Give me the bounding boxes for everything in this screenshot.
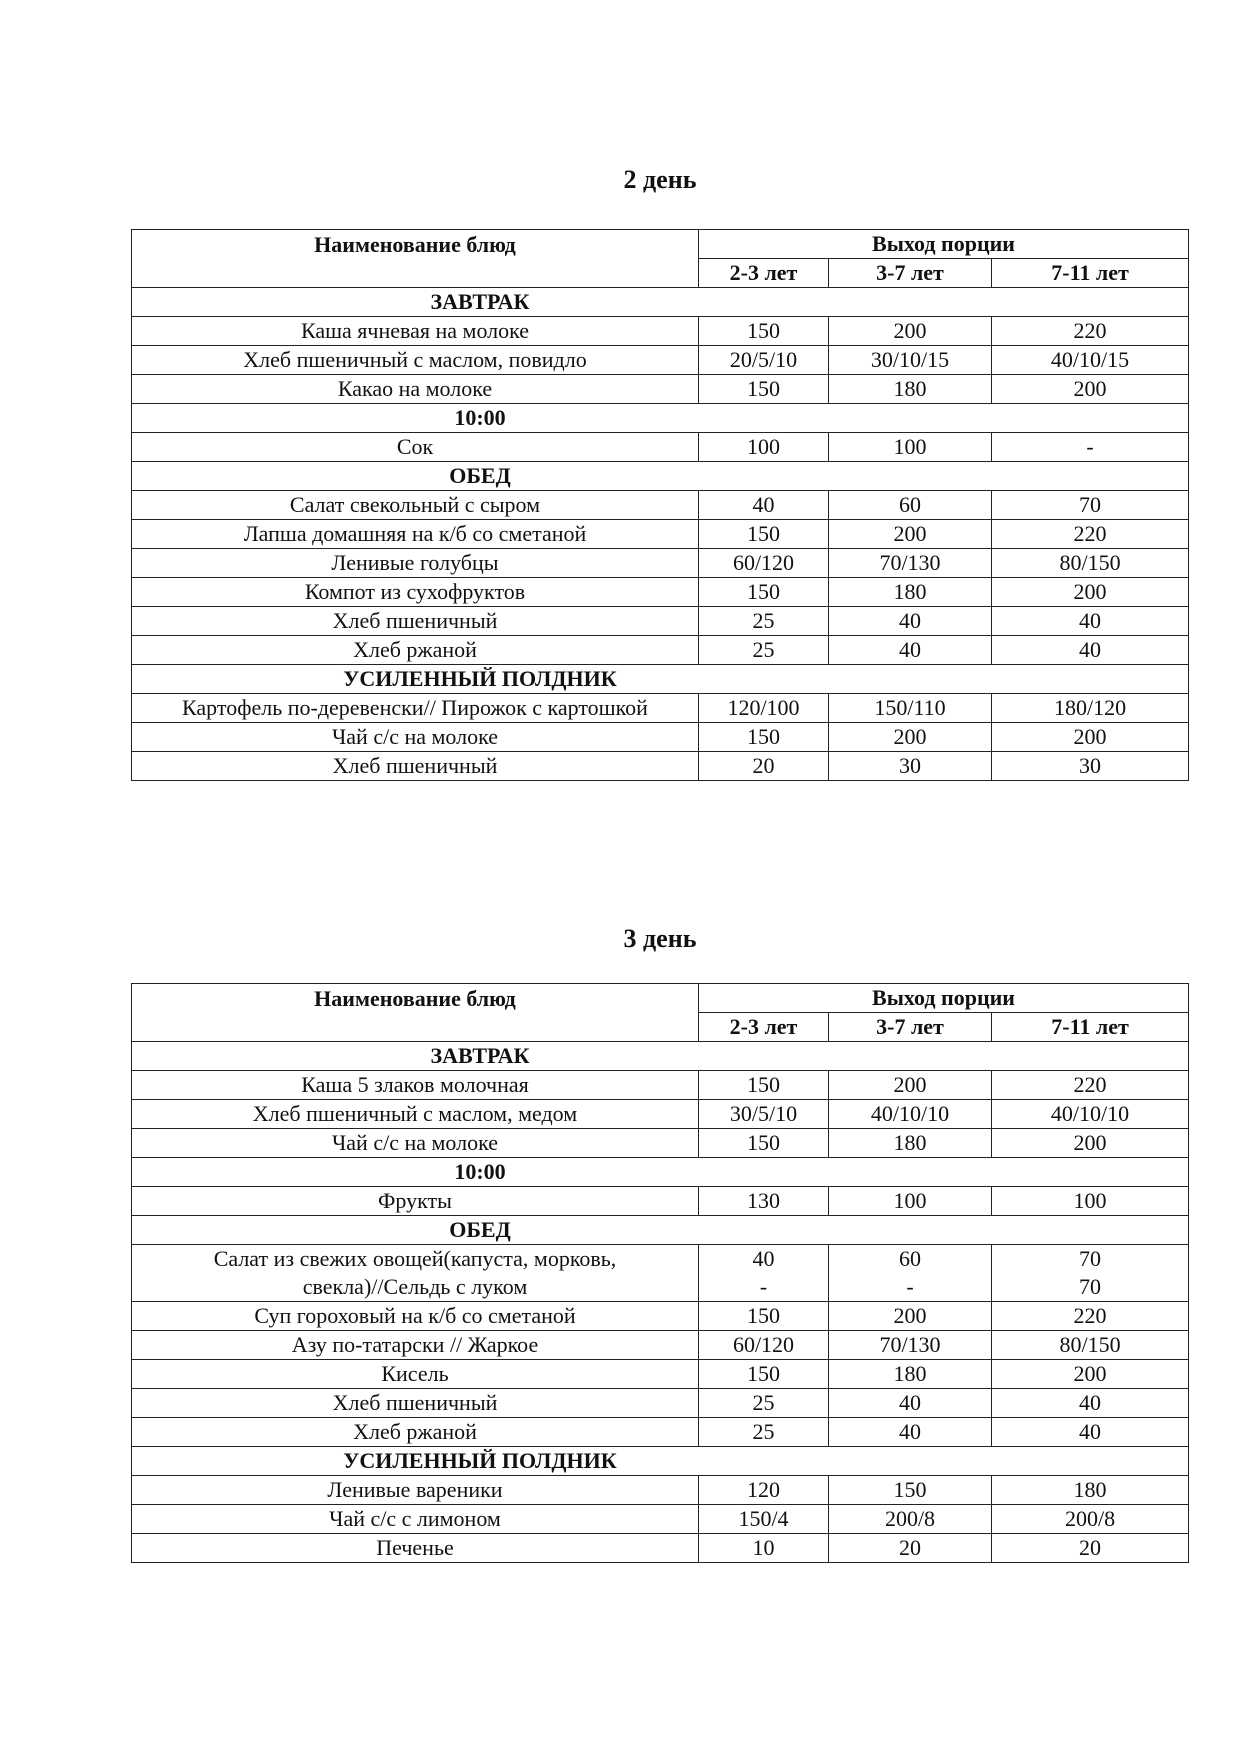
portion-value: 150 [699,723,829,752]
column-header-age: 7-11 лет [992,1013,1189,1042]
portion-value: 70/130 [829,1331,992,1360]
table-row [132,752,1189,781]
table-row [132,1360,1189,1389]
portion-value: 30/5/10 [699,1100,829,1129]
dish-name: Чай с/с на молоке [132,1129,699,1158]
dish-name: Хлеб пшеничный [132,607,699,636]
column-header-age: 3-7 лет [829,1013,992,1042]
dish-name: Чай с/с с лимоном [132,1505,699,1534]
portion-value: 200/8 [829,1505,992,1534]
column-header-age: 2-3 лет [699,259,829,288]
portion-value: 40 [992,607,1189,636]
portion-value: 200/8 [992,1505,1189,1534]
portion-value: 40 [992,1418,1189,1447]
section-spacer [829,462,1189,491]
table-row [132,1476,1189,1505]
section-spacer [829,1042,1189,1071]
dish-name: Сок [132,433,699,462]
portion-value: 200 [829,317,992,346]
portion-value: 150 [699,1129,829,1158]
portion-value: 220 [992,1302,1189,1331]
portion-value: 100 [992,1187,1189,1216]
table-row [132,1505,1189,1534]
portion-value: 70 70 [992,1245,1189,1302]
portion-value: 130 [699,1187,829,1216]
table-row [132,520,1189,549]
table-row [132,1071,1189,1100]
dish-name: Хлеб пшеничный с маслом, повидло [132,346,699,375]
section-heading: 10:00 [132,404,829,433]
table-row [132,346,1189,375]
portion-value: 20/5/10 [699,346,829,375]
portion-value: 25 [699,607,829,636]
section-row [132,665,1189,694]
dish-name: Фрукты [132,1187,699,1216]
column-header-age: 3-7 лет [829,259,992,288]
table-row [132,1302,1189,1331]
portion-value: 40 [829,607,992,636]
portion-value: 220 [992,317,1189,346]
portion-value: 30 [992,752,1189,781]
header-row [132,984,1189,1013]
portion-value: 150/4 [699,1505,829,1534]
portion-value: 150 [699,1302,829,1331]
table-row [132,1418,1189,1447]
portion-value: 40 [829,636,992,665]
section-heading: 10:00 [132,1158,829,1187]
portion-value: 40 - [699,1245,829,1302]
portion-value: 180/120 [992,694,1189,723]
portion-value: 100 [699,433,829,462]
table-row [132,1129,1189,1158]
portion-value: 150 [699,1071,829,1100]
portion-value: 80/150 [992,1331,1189,1360]
table-row [132,578,1189,607]
portion-value: - [992,433,1189,462]
day-title: 3 день [623,924,697,953]
menu-table [131,983,1189,1563]
portion-value: 25 [699,1418,829,1447]
portion-value: 180 [992,1476,1189,1505]
dish-name: Кисель [132,1360,699,1389]
portion-value: 150 [699,317,829,346]
portion-value: 100 [829,1187,992,1216]
section-spacer [829,1216,1189,1245]
table-row [132,433,1189,462]
portion-value: 60/120 [699,549,829,578]
portion-value: 150 [699,520,829,549]
portion-value: 40/10/10 [992,1100,1189,1129]
menu-table [131,229,1189,781]
dish-name: Салат из свежих овощей(капуста, морковь, свекла)//Сельдь с луком [132,1245,699,1302]
portion-value: 150 [699,1360,829,1389]
portion-value: 200 [829,520,992,549]
dish-name: Чай с/с на молоке [132,723,699,752]
section-spacer [829,288,1189,317]
portion-value: 200 [992,1129,1189,1158]
portion-value: 150/110 [829,694,992,723]
dish-name: Каша 5 злаков молочная [132,1071,699,1100]
portion-value: 20 [992,1534,1189,1563]
table-row [132,607,1189,636]
table-row [132,375,1189,404]
portion-value: 150 [699,578,829,607]
portion-value: 40 [992,636,1189,665]
dish-name: Ленивые голубцы [132,549,699,578]
dish-name: Лапша домашняя на к/б со сметаной [132,520,699,549]
dish-name: Салат свекольный с сыром [132,491,699,520]
portion-value: 200 [992,375,1189,404]
table-row [132,636,1189,665]
portion-value: 200 [829,1071,992,1100]
section-row [132,1042,1189,1071]
portion-value: 40/10/10 [829,1100,992,1129]
dish-name: Каша ячневая на молоке [132,317,699,346]
dish-name: Хлеб пшеничный [132,1389,699,1418]
portion-value: 40 [699,491,829,520]
header-row [132,230,1189,259]
column-header-dish-name: Наименование блюд [132,230,699,288]
portion-value: 150 [699,375,829,404]
portion-value: 180 [829,375,992,404]
dish-name: Печенье [132,1534,699,1563]
portion-value: 20 [699,752,829,781]
section-row [132,462,1189,491]
table-row [132,723,1189,752]
portion-value: 25 [699,636,829,665]
portion-value: 80/150 [992,549,1189,578]
section-spacer [829,1447,1189,1476]
section-row [132,1447,1189,1476]
dish-name: Азу по-татарски // Жаркое [132,1331,699,1360]
table-row [132,549,1189,578]
portion-value: 40 [992,1389,1189,1418]
dish-name: Хлеб пшеничный [132,752,699,781]
dish-name: Суп гороховый на к/б со сметаной [132,1302,699,1331]
dish-name: Какао на молоке [132,375,699,404]
portion-value: 200 [829,723,992,752]
portion-value: 120/100 [699,694,829,723]
section-spacer [829,665,1189,694]
portion-value: 200 [829,1302,992,1331]
table-row [132,1389,1189,1418]
portion-value: 20 [829,1534,992,1563]
portion-value: 200 [992,578,1189,607]
dish-name: Ленивые вареники [132,1476,699,1505]
dish-name: Картофель по-деревенски// Пирожок с картошкой [132,694,699,723]
table-row [132,1534,1189,1563]
column-header-age: 2-3 лет [699,1013,829,1042]
table-row [132,1100,1189,1129]
portion-value: 30 [829,752,992,781]
portion-value: 150 [829,1476,992,1505]
portion-value: 200 [992,1360,1189,1389]
portion-value: 25 [699,1389,829,1418]
section-row [132,288,1189,317]
section-spacer [829,404,1189,433]
dish-name: Компот из сухофруктов [132,578,699,607]
portion-value: 180 [829,1360,992,1389]
section-row [132,404,1189,433]
section-heading: ЗАВТРАК [132,288,829,317]
dish-name: Хлеб ржаной [132,1418,699,1447]
portion-value: 60 - [829,1245,992,1302]
portion-value: 180 [829,1129,992,1158]
dish-name: Хлеб пшеничный с маслом, медом [132,1100,699,1129]
portion-value: 60/120 [699,1331,829,1360]
column-header-portion: Выход порции [699,230,1189,259]
portion-value: 40 [829,1418,992,1447]
table-row [132,1187,1189,1216]
section-heading: ОБЕД [132,1216,829,1245]
portion-value: 40 [829,1389,992,1418]
section-row [132,1158,1189,1187]
portion-value: 40/10/15 [992,346,1189,375]
table-row [132,1245,1189,1302]
column-header-age: 7-11 лет [992,259,1189,288]
portion-value: 220 [992,520,1189,549]
portion-value: 10 [699,1534,829,1563]
portion-value: 30/10/15 [829,346,992,375]
table-row [132,317,1189,346]
column-header-portion: Выход порции [699,984,1189,1013]
table-row [132,694,1189,723]
table-row [132,491,1189,520]
section-row [132,1216,1189,1245]
portion-value: 200 [992,723,1189,752]
portion-value: 70 [992,491,1189,520]
section-heading: УСИЛЕННЫЙ ПОЛДНИК [132,665,829,694]
table-row [132,1331,1189,1360]
portion-value: 120 [699,1476,829,1505]
section-heading: УСИЛЕННЫЙ ПОЛДНИК [132,1447,829,1476]
column-header-dish-name: Наименование блюд [132,984,699,1042]
section-heading: ОБЕД [132,462,829,491]
dish-name: Хлеб ржаной [132,636,699,665]
portion-value: 70/130 [829,549,992,578]
section-heading: ЗАВТРАК [132,1042,829,1071]
portion-value: 100 [829,433,992,462]
day-title: 2 день [623,165,697,194]
portion-value: 220 [992,1071,1189,1100]
portion-value: 180 [829,578,992,607]
section-spacer [829,1158,1189,1187]
portion-value: 60 [829,491,992,520]
